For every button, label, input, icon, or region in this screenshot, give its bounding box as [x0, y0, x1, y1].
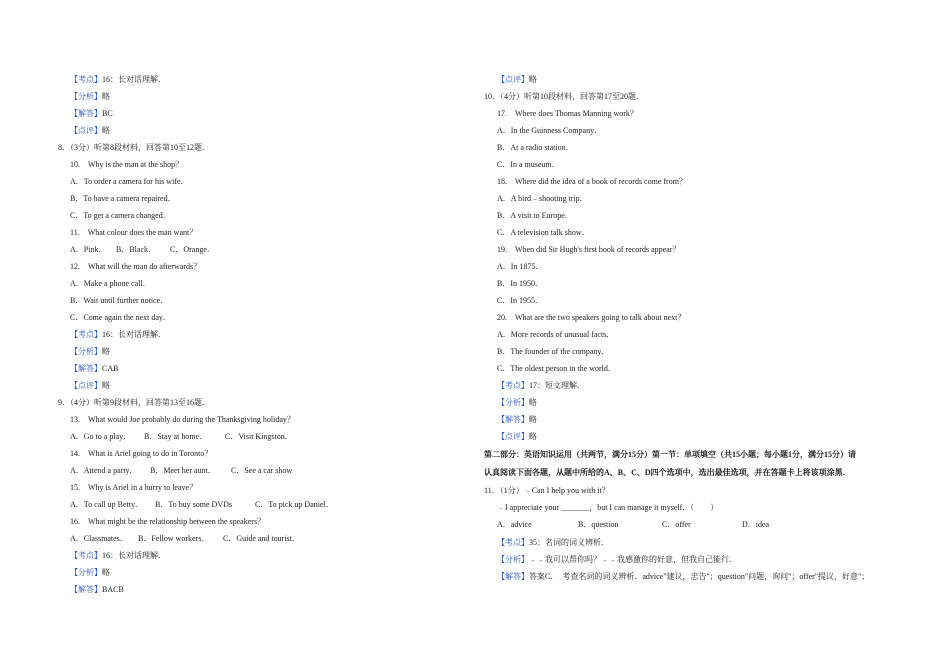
option-b: B．Black． — [116, 245, 156, 254]
question-8-header: 8．（3分）听第8段材料，回答第10至12题． — [58, 143, 210, 152]
section-heading-2: 认真阅读下面各题，从题中所给的A、B、C、D四个选项中，选出最佳选项，并在答题卡上将该项涂黑． — [484, 468, 851, 477]
option-b: B．In 1950． — [497, 279, 543, 288]
option-a: A．Classmates． — [70, 534, 128, 543]
option-a: A．To order a camera for his wife． — [70, 177, 189, 186]
tag-dianping: 【点评】 — [497, 432, 529, 441]
option-a: A．To call up Betty． — [70, 500, 143, 509]
options-row — [70, 466, 292, 476]
jieda-line: 【解答】BACB — [70, 585, 124, 594]
options-row — [70, 432, 293, 442]
option-c: C．Orange． — [170, 245, 215, 254]
option-a: A．advice — [497, 520, 532, 529]
tag-kaodian: 【考点】 — [70, 330, 102, 339]
tag-kaodian: 【考点】 — [497, 538, 529, 547]
option-c: C．In 1955． — [497, 296, 543, 305]
question-11-stem: 11．（1分）﹣Can I help you with it？ — [484, 486, 610, 495]
fenxi-line: 【分析】略 — [70, 92, 110, 101]
option-b: B．question — [578, 520, 619, 529]
tag-jieda: 【解答】 — [70, 585, 102, 594]
fenxi-line: 【分析】略 — [70, 568, 110, 577]
option-b: B．To buy some DVDs — [155, 500, 232, 509]
question-10: 10. Why is the man at the shop？ — [70, 160, 184, 169]
options-row — [70, 245, 215, 255]
option-b: B．A visit to Europe． — [497, 211, 573, 220]
tag-jieda: 【解答】 — [70, 364, 102, 373]
jieda-line: 【解答】答案C． 考查名词的词义辨析．advice"建议，忠告"；question"问题，询问"；offer"提议，好意"； — [497, 572, 870, 581]
option-b: B．Wait until further notice． — [70, 296, 169, 305]
tag-kaodian: 【考点】 — [70, 551, 102, 560]
tag-jieda: 【解答】 — [497, 415, 529, 424]
kaodian-line: 【考点】16：长对话理解． — [70, 75, 166, 84]
dianping-line: 【点评】略 — [70, 126, 110, 135]
options-row — [70, 534, 300, 544]
tag-dianping: 【点评】 — [70, 381, 102, 390]
tag-jieda: 【解答】 — [70, 109, 102, 118]
option-a: A．More records of unusual facts． — [497, 330, 615, 339]
option-a: A．Go to a play． — [70, 432, 132, 441]
options-row — [70, 500, 334, 510]
jieda-line: 【解答】略 — [497, 415, 537, 424]
option-c: C．In a museum． — [497, 160, 560, 169]
option-c: C．Come again the next day． — [70, 313, 171, 322]
question-11-blank: ﹣I appreciate your _______，but I can manage it myself．（ ） — [497, 503, 719, 512]
kaodian-line: 【考点】16：长对话理解． — [70, 330, 166, 339]
kaodian-line: 【考点】17：短文理解． — [497, 381, 585, 390]
tag-dianping: 【点评】 — [497, 75, 529, 84]
question-20: 20. What are the two speakers going to talk about next？ — [497, 313, 686, 322]
question-16: 16. What might be the relationship between the speakers？ — [70, 517, 266, 526]
section-heading-1: 第二部分：英语知识运用（共两节，满分15分）第一节：单项填空（共15小题；每小题1分，满分15分）请 — [484, 450, 856, 459]
option-c: C．A television talk show． — [497, 228, 590, 237]
question-15: 15. Why is Ariel in a hurry to leave？ — [70, 483, 198, 492]
kaodian-line: 【考点】35：名词的词义辨析． — [497, 538, 609, 547]
option-b: B．Meet her aunt． — [150, 466, 216, 475]
question-10-header: 10．（4分）听第10段材料，回答第17至20题． — [484, 92, 644, 101]
question-19: 19. When did Sir Hugh's first book of records appear？ — [497, 245, 681, 254]
option-b: B．Fellow workers． — [138, 534, 210, 543]
option-c: C．offer — [662, 520, 691, 529]
options-row — [497, 520, 769, 530]
jieda-line: 【解答】CAB — [70, 364, 119, 373]
tag-kaodian: 【考点】 — [497, 381, 529, 390]
question-9-header: 9．（4分）听第9段材料，回答第13至16题． — [58, 398, 210, 407]
question-14: 14. What is Ariel going to do in Toronto？ — [70, 449, 213, 458]
fenxi-line: 【分析】略 — [497, 398, 537, 407]
question-12: 12. What will the man do afterwards？ — [70, 262, 202, 271]
option-c: C．To pick up Daniel． — [255, 500, 334, 509]
option-c: C．Guide and tourist． — [223, 534, 300, 543]
dianping-line: 【点评】略 — [70, 381, 110, 390]
tag-fenxi: 【分析】 — [497, 555, 529, 564]
tag-fenxi: 【分析】 — [70, 347, 102, 356]
jieda-line: 【解答】BC — [70, 109, 113, 118]
tag-fenxi: 【分析】 — [497, 398, 529, 407]
kaodian-line: 【考点】16：长对话理解． — [70, 551, 166, 560]
option-a: A．A bird﹣shooting trip． — [497, 194, 588, 203]
dianping-line: 【点评】略 — [497, 432, 537, 441]
option-a: A．In the Guinness Company． — [497, 126, 603, 135]
tag-fenxi: 【分析】 — [70, 568, 102, 577]
option-b: B．At a radio station． — [497, 143, 574, 152]
option-c: C．The oldest person in the world． — [497, 364, 616, 373]
option-a: A．Pink． — [70, 245, 107, 254]
option-a: A．In 1875． — [497, 262, 544, 271]
question-11: 11. What colour does the man want？ — [70, 228, 198, 237]
dianping-line: 【点评】略 — [497, 75, 537, 84]
tag-kaodian: 【考点】 — [70, 75, 102, 84]
fenxi-line: 【分析】﹣﹣我可以帮你吗？﹣﹣我感激你的好意，但我自己能行． — [497, 555, 737, 564]
option-c: C．To get a camera changed． — [70, 211, 171, 220]
option-b: B．To have a camera repaired． — [70, 194, 176, 203]
tag-fenxi: 【分析】 — [70, 92, 102, 101]
option-c: C．Visit Kingston． — [225, 432, 293, 441]
option-b: B．The founder of the company． — [497, 347, 610, 356]
option-a: A．Make a phone call． — [70, 279, 151, 288]
option-c: C．See a car show — [231, 466, 293, 475]
question-17: 17. Where does Thomas Manning work？ — [497, 109, 638, 118]
fenxi-line: 【分析】略 — [70, 347, 110, 356]
tag-jieda: 【解答】 — [497, 572, 529, 581]
question-13: 13. What would Joe probably do during the Thanksgiving holiday？ — [70, 415, 295, 424]
question-18: 18. Where did the idea of a book of records come from？ — [497, 177, 687, 186]
option-d: D．idea — [742, 520, 770, 529]
tag-dianping: 【点评】 — [70, 126, 102, 135]
option-a: A．Attend a party． — [70, 466, 138, 475]
option-b: B．Stay at home． — [144, 432, 208, 441]
